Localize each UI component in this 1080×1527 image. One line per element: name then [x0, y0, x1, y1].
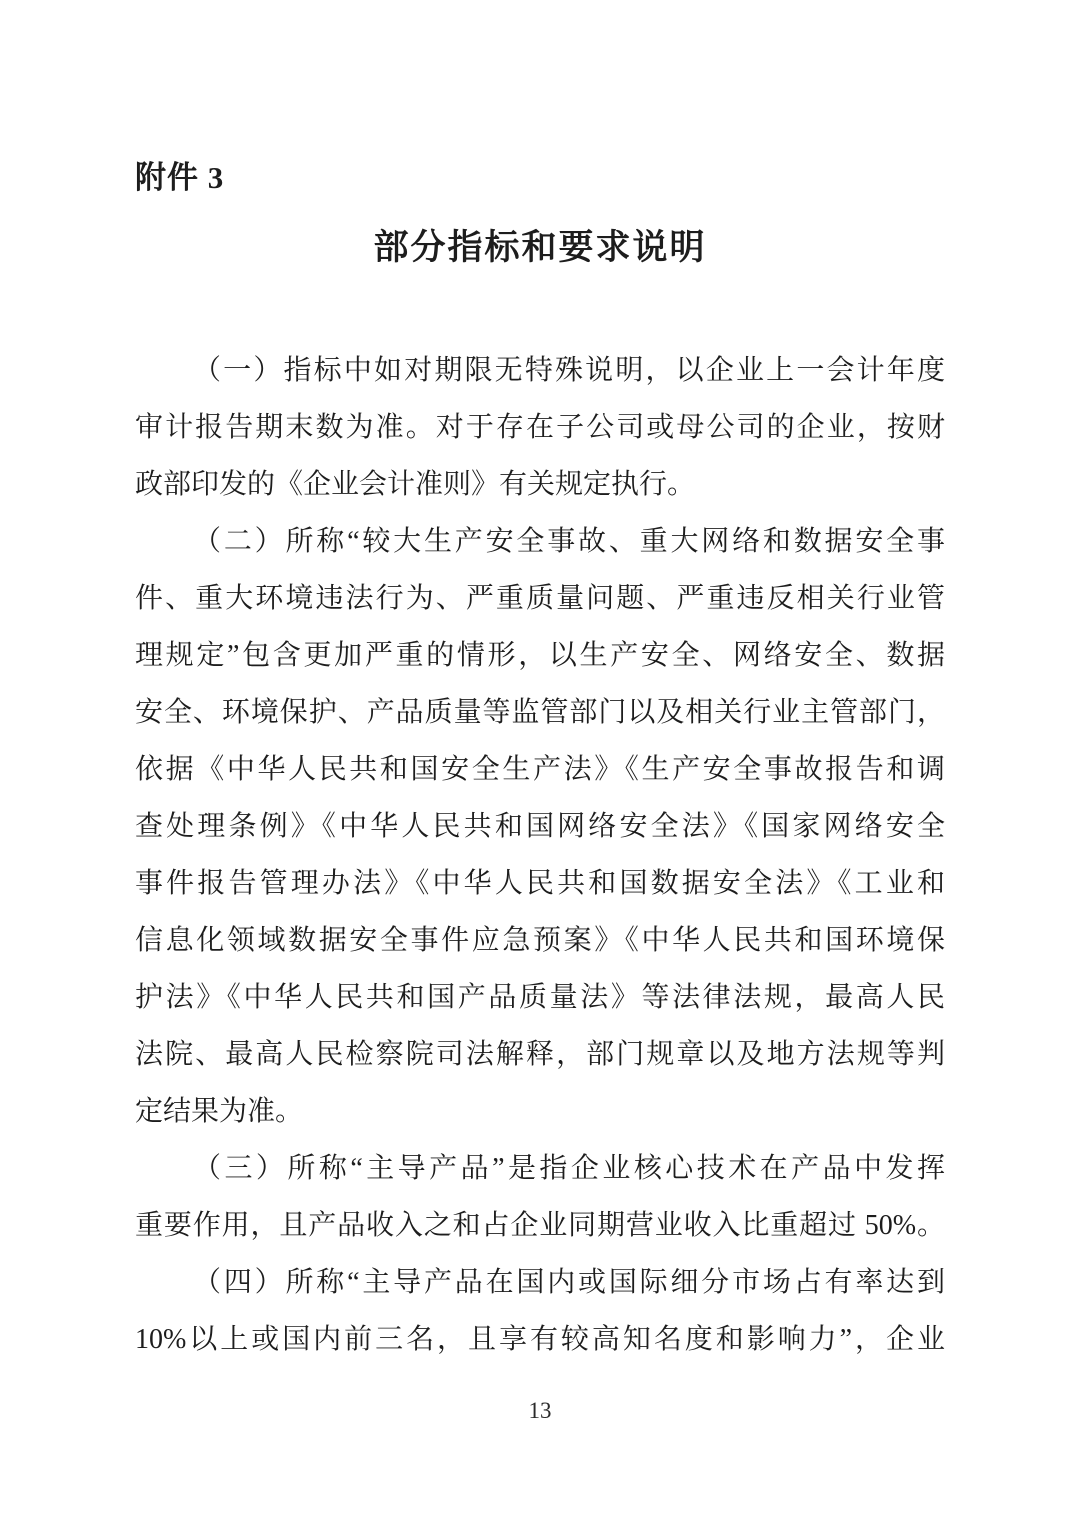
text-line: 政部印发的《企业会计准则》有关规定执行。 — [135, 469, 696, 500]
paragraph-1 — [135, 342, 945, 513]
text-line: 查处理条例》《中华人民共和国网络安全法》《国家网络安全 — [135, 811, 945, 842]
text-line: 安全、环境保护、产品质量等监管部门以及相关行业主管部门， — [135, 697, 945, 728]
paragraph-4 — [135, 1254, 945, 1368]
text-line: （四）所称“主导产品在国内或国际细分市场占有率达到 — [193, 1267, 945, 1298]
text-line: （三）所称“主导产品”是指企业核心技术在产品中发挥 — [193, 1153, 945, 1184]
paragraph-2 — [135, 513, 945, 1140]
text-line: 依据《中华人民共和国安全生产法》《生产安全事故报告和调 — [135, 754, 945, 785]
text-line: 法院、最高人民检察院司法解释，部门规章以及地方法规等判 — [135, 1039, 945, 1070]
text-line: （二）所称“较大生产安全事故、重大网络和数据安全事 — [193, 526, 945, 557]
page-number: 13 — [528, 1398, 552, 1423]
text-line: 护法》《中华人民共和国产品质量法》等法律法规，最高人民 — [135, 982, 945, 1013]
text-line: （一）指标中如对期限无特殊说明，以企业上一会计年度 — [193, 355, 945, 386]
attachment-label: 附件 3 — [135, 160, 225, 195]
paragraph-3 — [135, 1140, 945, 1254]
text-line: 审计报告期末数为准。对于存在子公司或母公司的企业，按财 — [135, 412, 945, 443]
text-line: 事件报告管理办法》《中华人民共和国数据安全法》《工业和 — [135, 868, 945, 899]
text-line: 定结果为准。 — [135, 1096, 304, 1127]
document-title: 部分指标和要求说明 — [373, 228, 707, 267]
text-line: 件、重大环境违法行为、严重质量问题、严重违反相关行业管 — [135, 583, 945, 614]
text-line: 10%以上或国内前三名，且享有较高知名度和影响力”，企业 — [135, 1324, 945, 1355]
text-line: 理规定”包含更加严重的情形，以生产安全、网络安全、数据 — [135, 640, 945, 671]
text-line: 信息化领域数据安全事件应急预案》《中华人民共和国环境保 — [135, 925, 945, 956]
document-body — [135, 342, 945, 1368]
text-line: 重要作用，且产品收入之和占企业同期营业收入比重超过 50%。 — [135, 1210, 945, 1241]
